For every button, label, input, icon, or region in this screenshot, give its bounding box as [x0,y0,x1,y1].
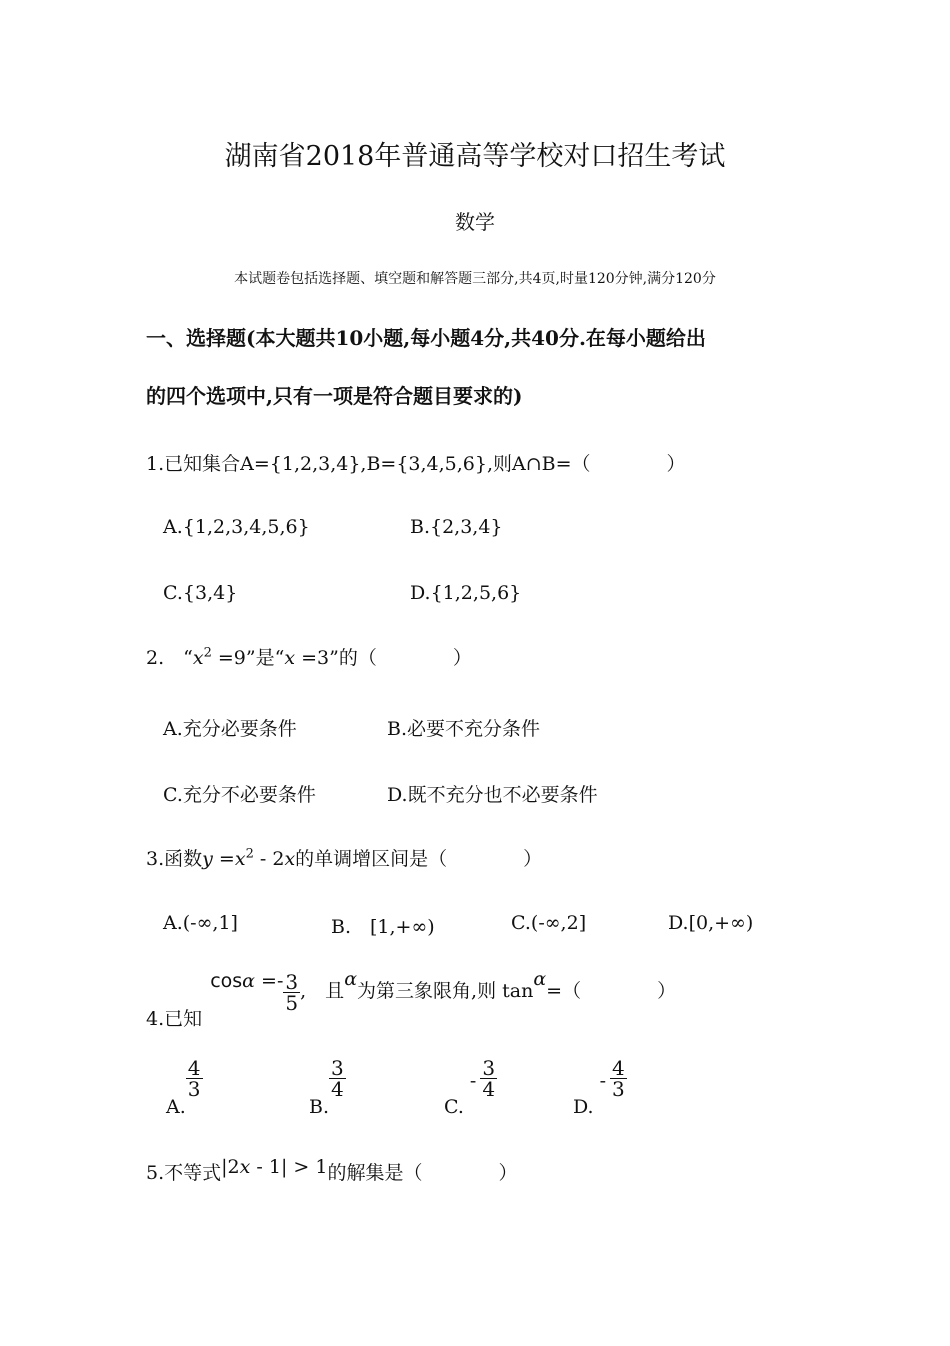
question-1-option-c: C.{3,4} [163,582,238,604]
question-1-option-a: A.{1,2,3,4,5,6} [163,516,310,538]
question-3-suffix: 的单调增区间是（ ） [295,848,543,870]
question-5-suffix: 的解集是（ ） [327,1162,518,1184]
question-2-prefix: 2. “ [146,647,193,669]
question-4-option-b-num: 3 [331,1056,344,1080]
question-2-option-b: B.必要不充分条件 [387,718,541,740]
question-4-option-b-den: 4 [331,1077,344,1101]
question-4-denominator: 5 [285,991,299,1015]
question-4-cos-expression [210,972,300,1013]
question-3-option-b: B. [1,+∞) [331,916,435,938]
question-4-option-a [166,1056,203,1118]
question-3-prefix: 3.函数 [146,848,203,870]
question-4-option-d-fraction [610,1058,627,1099]
question-4-alpha-2: α [344,968,358,990]
question-3-option-d: D.[0,+∞) [668,912,754,934]
question-4-option-a-num: 4 [187,1056,201,1080]
question-4-alpha: α [242,970,256,992]
question-5-greater-than: > 1 [287,1156,328,1178]
subject-title: 数学 [455,210,495,234]
question-4-option-b [309,1056,346,1118]
question-2-stem [146,643,472,670]
question-4-option-a-fraction [186,1058,203,1099]
question-4-option-d-sign: - [599,1070,607,1092]
question-2-exponent: 2 [203,645,212,661]
question-4-suffix: =（ ） [546,980,677,1002]
question-4-option-d-label: D. [573,1096,594,1118]
question-4-option-b-label: B. [309,1096,330,1118]
question-2-mid: ”是“ [245,647,285,669]
question-4-option-d [573,1056,627,1118]
question-3-var-x2: x [284,848,296,870]
question-2-var-x: x [192,647,204,669]
question-4-option-c-fraction [480,1058,497,1099]
question-5-var-x: x [239,1156,251,1178]
question-4-option-a-label: A. [166,1096,186,1118]
question-5-stem [146,1158,517,1185]
question-2-equals-3: =3 [295,647,330,669]
question-1-option-b: B.{2,3,4} [410,516,503,538]
question-2-option-a: A.充分必要条件 [163,718,297,740]
question-4-alpha-3: α [533,968,547,990]
question-4-fraction [283,972,300,1013]
question-4-option-b-fraction [329,1058,346,1099]
question-5-abs-open: |2 [221,1156,240,1178]
section-heading-line2: 的四个选项中,只有一项是符合题目要求的) [146,384,523,408]
question-2-equals-9: =9 [211,647,246,669]
section-heading-line1: 一、选择题(本大题共10小题,每小题4分,共40分.在每小题给出 [146,326,706,350]
page-title: 湖南省2018年普通高等学校对口招生考试 [224,141,726,172]
question-4-stem [146,968,676,1028]
question-4-option-c-label: C. [444,1096,464,1118]
question-4-mid2: 为第三象限角,则 tan [357,980,534,1002]
exam-instructions: 本试题卷包括选择题、填空题和解答题三部分,共4页,时量120分钟,满分120分 [234,271,716,287]
question-4-mid1: , 且 [300,980,345,1002]
question-3-var-x: x [234,848,246,870]
question-4-option-c-num: 3 [482,1056,496,1080]
question-2-suffix: ”的（ ） [329,647,472,669]
question-5-prefix: 5.不等式 [146,1162,222,1184]
question-3-option-a: A.(-∞,1] [163,912,238,934]
question-4-option-c-den: 4 [482,1077,496,1101]
question-4-option-a-den: 3 [187,1077,201,1101]
question-3-exponent: 2 [245,846,254,862]
question-4-option-c [444,1056,497,1118]
question-1-option-d: D.{1,2,5,6} [410,582,522,604]
question-2-option-c: C.充分不必要条件 [163,784,316,806]
question-3-minus-2: - 2 [253,848,285,870]
question-3-equals: = [212,848,235,870]
question-4-option-d-num: 4 [612,1056,625,1080]
question-4-option-c-sign: - [469,1070,477,1092]
question-3-stem [146,844,542,871]
question-3-var-y: y [202,848,213,870]
question-4-cos: cos [210,970,243,992]
question-1-stem: 1.已知集合A={1,2,3,4},B={3,4,5,6},则A∩B=（ ） [146,453,686,475]
question-2-var-x2: x [284,647,296,669]
question-3-option-c: C.(-∞,2] [511,912,587,934]
question-4-equals: =- [255,970,284,992]
question-4-prefix: 4.已知 [146,1008,203,1030]
question-5-abs-rest: - 1| [250,1156,288,1178]
question-2-option-d: D.既不充分也不必要条件 [387,784,598,806]
question-4-option-d-den: 3 [612,1077,625,1101]
question-4-numerator: 3 [285,970,299,994]
